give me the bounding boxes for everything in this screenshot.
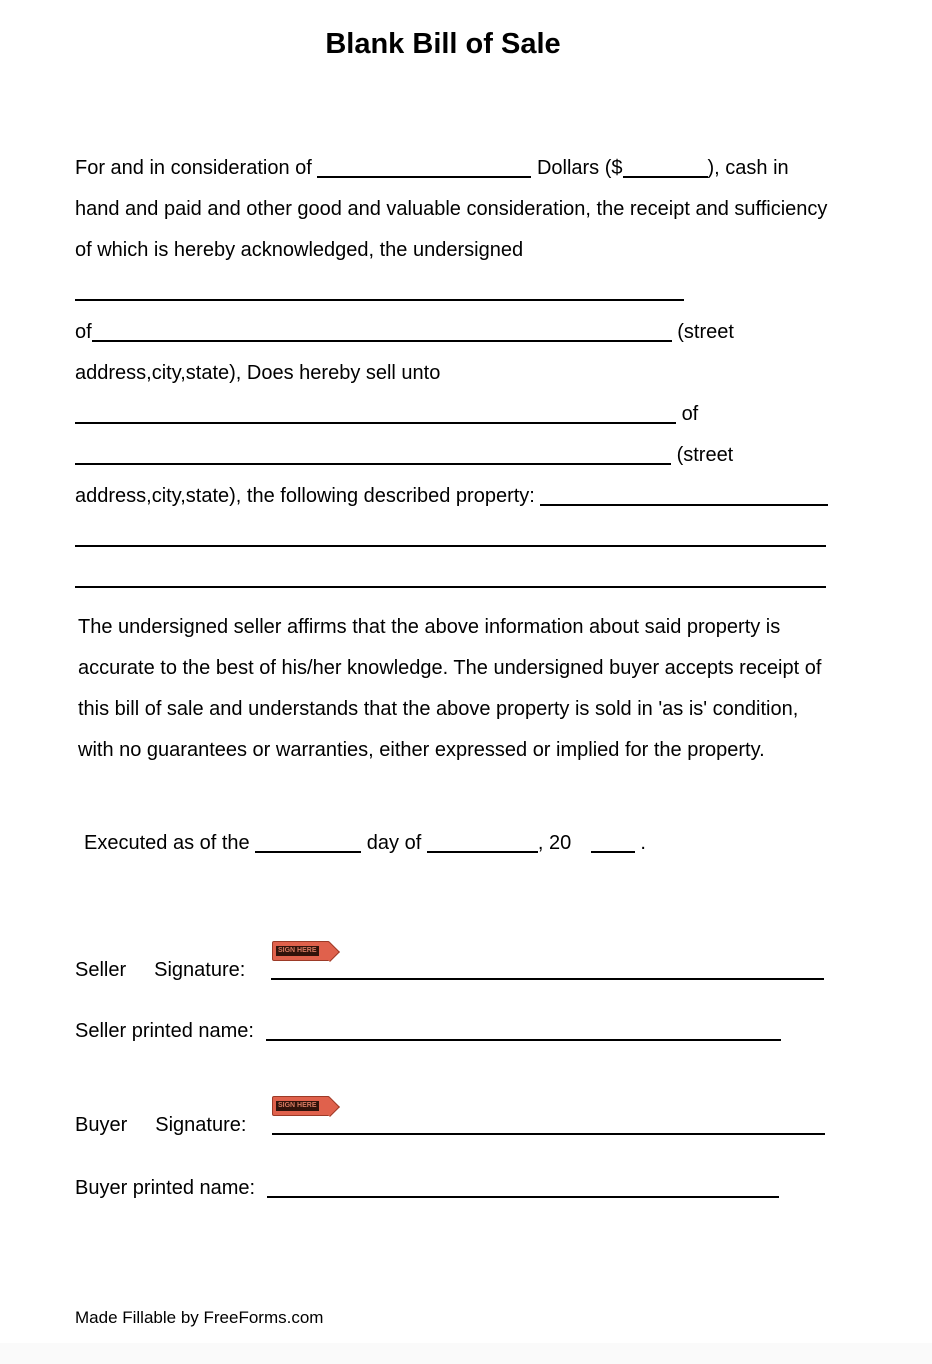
sell-unto-line xyxy=(75,353,875,394)
seller-label: Seller xyxy=(75,959,127,981)
buyer-printed-name-field[interactable] xyxy=(267,1192,779,1198)
seller-signature-field[interactable] xyxy=(271,974,824,980)
seller-printed-name-row xyxy=(75,1011,781,1052)
buyer-signature-label: Signature: xyxy=(155,1114,247,1136)
page-bottom-strip xyxy=(0,1343,932,1364)
page-title: Blank Bill of Sale xyxy=(325,28,561,60)
consideration-text-2: hand and paid and other good and valuable consideration, the receipt and sufficiency xyxy=(75,198,828,220)
affirmation-text-4: with no guarantees or warranties, either expressed or implied for the property. xyxy=(78,739,765,761)
seller-sign-here-label: SIGN HERE xyxy=(278,947,317,954)
affirmation-text-3: this bill of sale and understands that the above property is sold in 'as is' condition, xyxy=(78,698,799,720)
buyer-signature-row xyxy=(75,1105,825,1146)
consideration-text-post: ), cash in xyxy=(707,157,789,179)
seller-printed-name-field[interactable] xyxy=(266,1035,781,1041)
dollars-label: Dollars ($ xyxy=(536,157,623,179)
consideration-line-3 xyxy=(75,230,875,271)
seller-signature-label: Signature: xyxy=(154,959,246,981)
execution-year-field[interactable] xyxy=(591,847,635,853)
execution-date-line xyxy=(84,823,646,864)
property-description-field-3[interactable] xyxy=(75,582,826,588)
execution-month-field[interactable] xyxy=(427,847,538,853)
sell-unto-text: address,city,state), Does hereby sell unto xyxy=(75,362,441,384)
property-description-line-3 xyxy=(75,558,875,599)
year-prefix-label: , 20 xyxy=(537,832,572,854)
execution-day-field[interactable] xyxy=(255,847,361,853)
consideration-amount-field[interactable] xyxy=(317,172,531,178)
consideration-line-2 xyxy=(75,189,875,230)
consideration-text-3: of which is hereby acknowledged, the undersigned xyxy=(75,239,524,261)
dollar-amount-field[interactable] xyxy=(623,172,708,178)
affirmation-line-4 xyxy=(78,730,878,771)
buyer-sign-here-label: SIGN HERE xyxy=(278,1102,317,1109)
affirmation-text-1: The undersigned seller affirms that the above information about said property is xyxy=(78,616,781,638)
buyer-label: Buyer xyxy=(75,1114,128,1136)
affirmation-line-3 xyxy=(78,689,878,730)
property-description-label: address,city,state), the following described property: xyxy=(75,485,535,507)
period-label: . xyxy=(640,832,646,854)
executed-text: Executed as of the xyxy=(84,832,250,854)
buyer-name-line xyxy=(75,394,875,435)
property-description-field[interactable] xyxy=(540,500,828,506)
consideration-line-1 xyxy=(75,148,875,189)
property-description-line xyxy=(75,476,875,517)
of-label: of xyxy=(75,321,92,343)
property-description-line-2 xyxy=(75,517,875,558)
of-label-2: of xyxy=(681,403,699,425)
seller-signature-row xyxy=(75,950,824,991)
seller-street-address-field[interactable] xyxy=(92,336,672,342)
consideration-text-pre: For and in consideration of xyxy=(75,157,312,179)
buyer-signature-field[interactable] xyxy=(272,1129,825,1135)
street-label: (street xyxy=(677,321,734,343)
affirmation-line-2 xyxy=(78,648,878,689)
affirmation-line-1 xyxy=(78,607,878,648)
day-of-label: day of xyxy=(366,832,422,854)
buyer-printed-name-row xyxy=(75,1168,779,1209)
seller-name-field[interactable] xyxy=(75,295,684,301)
affirmation-text-2: accurate to the best of his/her knowledge. The undersigned buyer accepts receipt of xyxy=(78,657,822,679)
buyer-street-address-field[interactable] xyxy=(75,459,671,465)
seller-printed-name-label: Seller printed name: xyxy=(75,1020,254,1042)
property-description-field-2[interactable] xyxy=(75,541,826,547)
footer-credit: Made Fillable by FreeForms.com xyxy=(75,1308,324,1327)
street-label-2: (street xyxy=(676,444,734,466)
buyer-printed-name-label: Buyer printed name: xyxy=(75,1177,256,1199)
seller-name-line xyxy=(75,271,875,312)
buyer-address-line xyxy=(75,435,875,476)
consideration-section xyxy=(75,148,875,599)
affirmation-paragraph xyxy=(78,607,878,771)
buyer-name-field[interactable] xyxy=(75,418,676,424)
seller-address-line xyxy=(75,312,875,353)
